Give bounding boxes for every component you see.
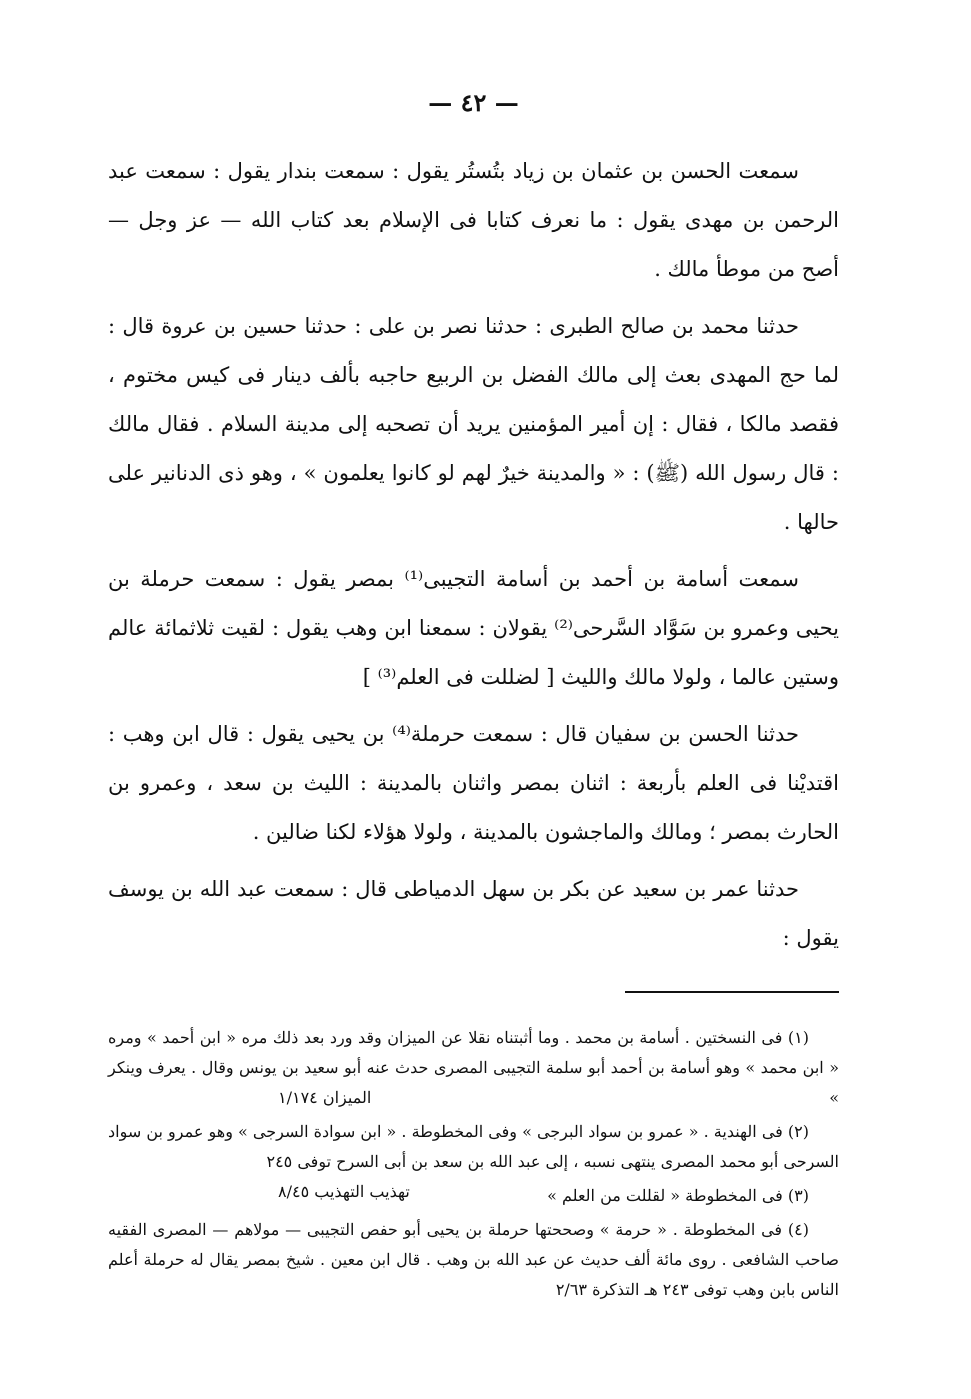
footnote-1-text: (١) فى النسختين . أسامة بن محمد . وما أثبتناه نقلا عن الميزان وقد ورد بعد ذلك مره « ابن أحمد » ومره « ابن محمد » وهو أسامة بن أحمد أبو سلمة التجيبى المصرى حدث عنه أبو سعيد بن يونس وقال . يعرف وينكر »: [108, 1028, 839, 1107]
footnote-1-reference: الميزان ١/١٧٤: [278, 1088, 372, 1107]
paragraph-5: حدثنا عمر بن سعيد عن بكر بن سهل الدمياطى قال : سمعت عبد الله بن يوسف يقول :: [108, 877, 839, 950]
footnote-4-text: (٤) فى المخطوطة . « حرمة » وصححتها حرملة بن يحيى أبو حفص التجيبى — مولاهم — المصرى الفقيه صاحب الشافعى . روى مائة ألف حديث عن عبد الله بن وهب . قال ابن معين . شيخ بمصر يقال له حرملة أعلم الناس بابن وهب توفى ٢٤٣ هـ: [108, 1220, 840, 1299]
paragraph-3: سمعت أسامة بن أحمد بن أسامة التجيبى⁽¹⁾ بمصر يقول : سمعت حرملة بن يحيى وعمرو بن سَوَّاد السَّرحى⁽²⁾ يقولان : سمعنا ابن وهب يقول : لقيت ثلاثمائة عالم وستين عالما ، ولولا مالك والليث [ لضللت فى العلم⁽³⁾ ]: [108, 567, 839, 689]
footnote-1: [108, 1023, 839, 1113]
page-number: — ٤٢ —: [428, 88, 519, 117]
footnote-3-text: (٣) فى المخطوطة « لقللت من العلم »: [547, 1186, 809, 1205]
footnote-divider: [625, 991, 839, 993]
paragraph-1: سمعت الحسن بن عثمان بن زياد بتُستُر يقول : سمعت بندار يقول : سمعت عبد الرحمن بن مهدى يقول : ما نعرف كتابا فى الإسلام بعد كتاب الله — عز وجل — أصح من موطأ مالك .: [108, 159, 839, 281]
paragraph-4: حدثنا الحسن بن سفيان قال : سمعت حرملة⁽⁴⁾ بن يحيى يقول : قال ابن وهب : اقتديْنا فى العلم بأربعة : اثنان بمصر واثنان بالمدينة : الليث بن سعد ، وعمرو بن الحارث بمصر ؛ ومالك والماجشون بالمدينة ، ولولا هؤلاء لكنا ضالين .: [108, 722, 839, 844]
footnote-2-text: (٢) فى الهندية . « عمرو بن سواد البرجى » وفى المخطوطة . « ابن سوادة السرجى » وهو عمرو بن سواد السرحى أبو محمد المصرى ينتهى نسبه ، إلى عبد الله بن سعد بن أبى السرح توفى ٢٤٥: [108, 1122, 839, 1171]
footnote-4: [108, 1215, 839, 1305]
footnote-4-reference: التذكرة ٢/٦٣: [555, 1280, 640, 1299]
paragraph-2: حدثنا محمد بن صالح الطبرى : حدثنا نصر بن على : حدثنا حسين بن عروة قال : لما حج المهدى بعث إلى مالك الفضل بن الربيع حاجبه بألف دينار فى كيس مختوم ، فقصد مالكا ، فقال : إن أمير المؤمنين يريد أن تصحبه إلى مدينة السلام . فقال مالك : قال رسول الله (ﷺ) : « والمدينة خيرٌ لهم لو كانوا يعلمون » ، وهو ذى الدنانير على حالها .: [108, 314, 839, 534]
footnote-2-reference: تهذيب التهذيب ٨/٤٥: [278, 1182, 410, 1201]
